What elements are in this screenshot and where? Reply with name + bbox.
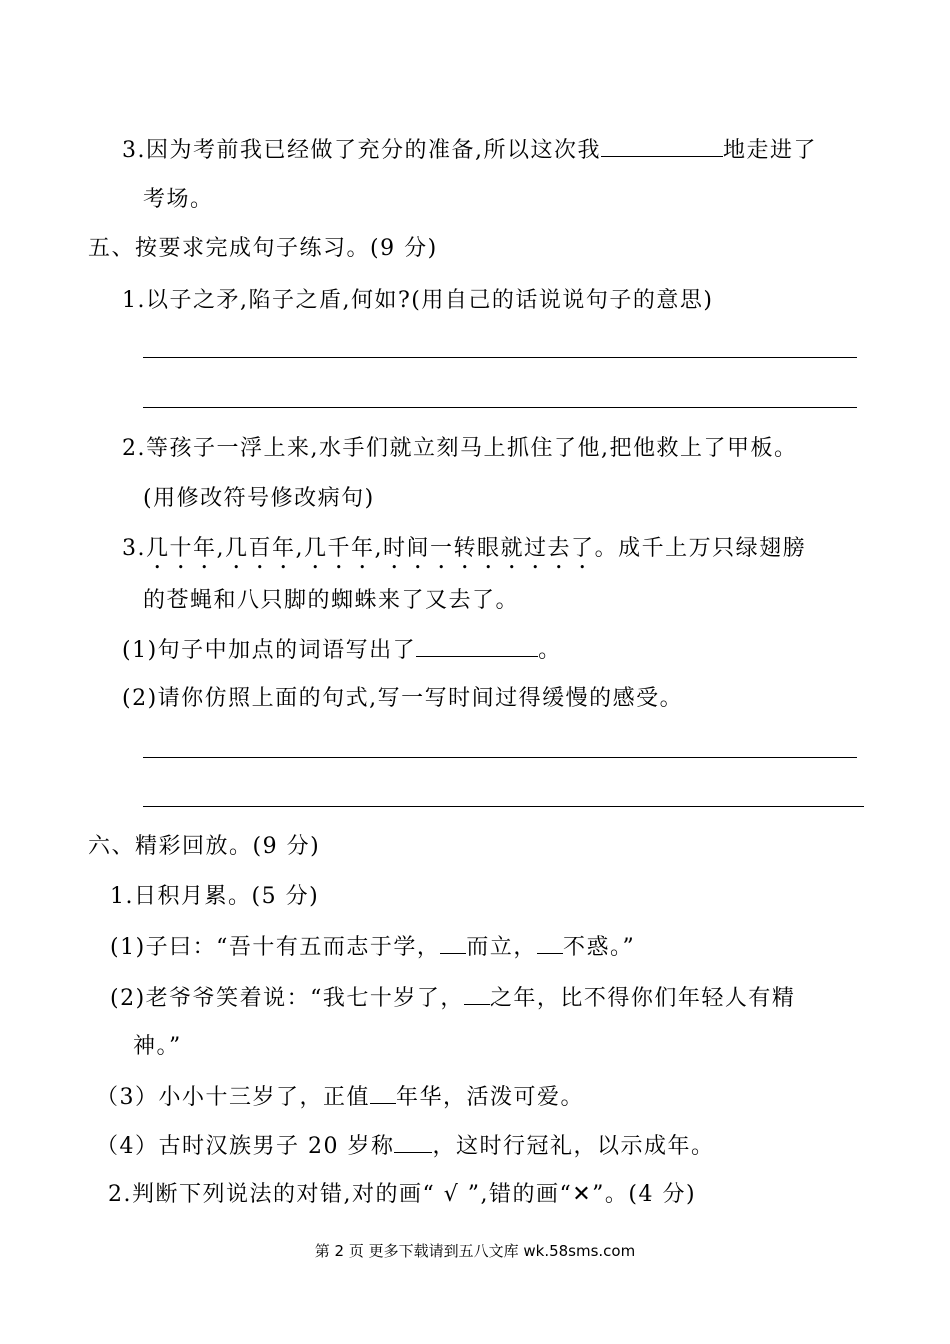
s6-sub1-text: (1)子曰：“吾十有五而志于学，: [110, 935, 441, 960]
s6-sub2-text: (2)老爷爷笑着说：“我七十岁了，: [110, 986, 464, 1011]
item-number: 3.: [122, 536, 146, 561]
s6-sub4-text: （4）古时汉族男子 20 岁称: [96, 1134, 395, 1159]
s5-item2-line2: (用修改符号修改病句): [143, 486, 375, 511]
answer-blank[interactable]: [370, 1081, 396, 1104]
q4-item3-text: 3.因为考前我已经做了充分的准备,所以这次我: [122, 138, 601, 163]
s6-item1: 1.日积月累。(5 分): [110, 884, 320, 909]
answer-blank[interactable]: [537, 931, 563, 954]
s6-sub1-mid: 而立，: [466, 935, 537, 960]
s6-sub3-text: （3）小小十三岁了，正值: [96, 1085, 370, 1110]
q4-item3-line2: 考场。: [143, 187, 214, 212]
answer-line[interactable]: [143, 806, 864, 807]
page-footer: 第 2 页 更多下载请到五八文库 wk.58sms.com: [314, 1242, 636, 1260]
s5-item3-line2: 的苍蝇和八只脚的蜘蛛来了又去了。: [143, 588, 520, 613]
answer-line[interactable]: [143, 757, 857, 758]
s5-sub1-end: 。: [538, 638, 562, 663]
s6-sub4-end: ，这时行冠礼，以示成年。: [432, 1134, 715, 1159]
section5-title: 五、按要求完成句子练习。(9 分): [88, 236, 438, 261]
s6-sub1: [110, 931, 635, 963]
s6-sub2-line2: 神。”: [133, 1034, 182, 1059]
answer-blank[interactable]: [464, 982, 490, 1005]
s6-sub1-end: 不惑。”: [562, 935, 636, 960]
dotted-phrase: 几百年: [225, 536, 296, 561]
section6-title: 六、精彩回放。(9 分): [88, 834, 321, 859]
dotted-phrase: 几十年: [146, 536, 217, 561]
answer-line[interactable]: [143, 357, 857, 358]
q4-item3-line1: [122, 134, 817, 166]
s6-item2: 2.判断下列说法的对错,对的画“ √ ”,错的画“✕”。(4 分): [108, 1182, 697, 1207]
s5-sub2: (2)请你仿照上面的句式,写一写时间过得缓慢的感受。: [122, 686, 684, 711]
s6-sub2-end: 之年，比不得你们年轻人有精: [489, 986, 796, 1011]
s5-sub1-text: (1)句子中加点的词语写出了: [122, 638, 417, 663]
s6-sub2-line1: [110, 982, 795, 1014]
s5-item3-line1: 3.几十年,几百年,几千年,时间一转眼就过去了。成千上万只绿翅膀: [122, 536, 807, 561]
answer-blank[interactable]: [440, 931, 466, 954]
s6-sub3: [96, 1081, 584, 1113]
s5-item3-tail: 。成千上万只绿翅膀: [594, 536, 807, 561]
s5-sub1: [122, 634, 562, 666]
s6-sub4: [96, 1130, 715, 1162]
q4-item3-text-end: 地走进了: [723, 138, 818, 163]
answer-blank[interactable]: [416, 634, 538, 657]
answer-line[interactable]: [143, 407, 857, 408]
answer-blank[interactable]: [394, 1130, 432, 1153]
s5-item1: 1.以子之矛,陷子之盾,何如?(用自己的话说说句子的意思): [122, 288, 714, 313]
dotted-phrase: 时间一转眼就过去了: [383, 536, 595, 561]
s6-sub3-end: 年华，活泼可爱。: [396, 1085, 585, 1110]
answer-blank[interactable]: [601, 134, 723, 157]
s5-item2-line1: 2.等孩子一浮上来,水手们就立刻马上抓住了他,把他救上了甲板。: [122, 436, 798, 461]
dotted-phrase: 几千年: [304, 536, 375, 561]
